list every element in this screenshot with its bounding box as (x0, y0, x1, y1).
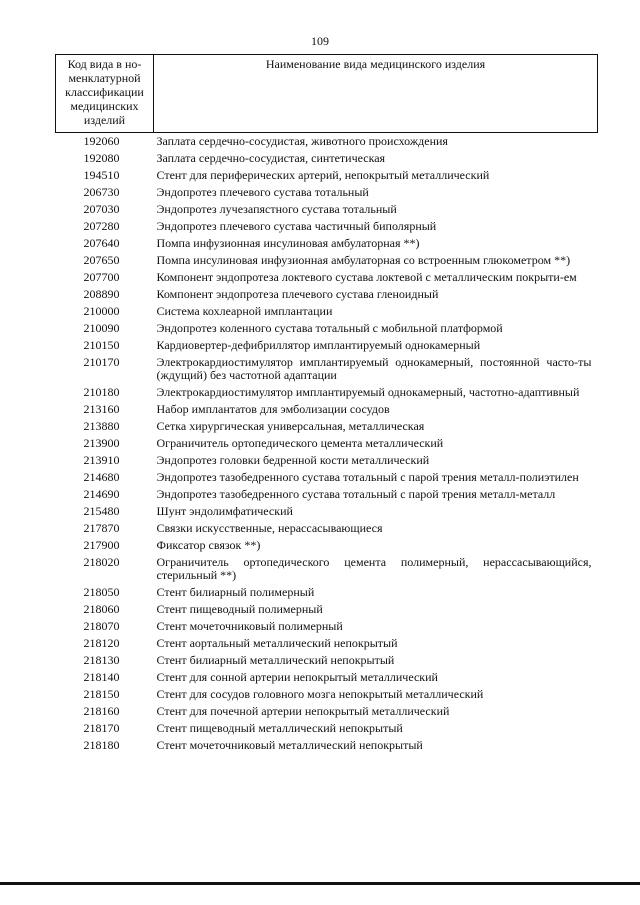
device-name: Система кохлеарной имплантации (156, 304, 333, 318)
table-row (56, 469, 598, 486)
device-name: Ограничитель ортопедического цемента полимерный, нерассасывающийся, стерильный **) (156, 555, 592, 582)
device-code: 218140 (83, 670, 120, 684)
device-code: 218020 (83, 555, 120, 569)
device-code: 210170 (83, 355, 120, 369)
table-row (56, 452, 598, 469)
device-name: Фиксатор связок **) (156, 538, 261, 552)
device-code: 207650 (83, 253, 120, 267)
bottom-rule (0, 882, 640, 885)
table-row (56, 618, 598, 635)
device-code: 218060 (83, 602, 120, 616)
table-row (56, 737, 598, 754)
device-name: Связки искусственные, нерассасывающиеся (156, 521, 383, 535)
table-row (56, 286, 598, 303)
device-code: 218170 (83, 721, 120, 735)
table-row (56, 635, 598, 652)
table-row (56, 720, 598, 737)
device-code: 214690 (83, 487, 120, 501)
device-name: Стент пищеводный металлический непокрытый (156, 721, 403, 735)
device-name: Эндопротез плечевого сустава частичный биполярный (156, 219, 437, 233)
header-code-column: Код вида в но-менклатурной классификации медицинских изделий (56, 55, 154, 133)
table-row (56, 435, 598, 452)
device-code: 218120 (83, 636, 120, 650)
table-row (56, 669, 598, 686)
table-row (56, 218, 598, 235)
device-code: 213910 (83, 453, 120, 467)
device-code: 218130 (83, 653, 120, 667)
table-row (56, 601, 598, 618)
device-code: 206730 (83, 185, 120, 199)
device-code: 218160 (83, 704, 120, 718)
device-name: Стент мочеточниковый полимерный (156, 619, 343, 633)
device-name: Эндопротез тазобедренного сустава тотальный с парой трения металл-полиэтилен (156, 470, 579, 484)
table-row (56, 554, 598, 584)
device-name: Стент для сонной артерии непокрытый металлический (156, 670, 438, 684)
table-row (56, 354, 598, 384)
device-code: 210000 (83, 304, 120, 318)
device-code: 210180 (83, 385, 120, 399)
device-code: 213900 (83, 436, 120, 450)
device-code: 207640 (83, 236, 120, 250)
device-name: Стент для периферических артерий, непокрытый металлический (156, 168, 490, 182)
table-row (56, 337, 598, 354)
device-code: 208890 (83, 287, 120, 301)
device-name: Стент билиарный полимерный (156, 585, 315, 599)
device-name: Стент аортальный металлический непокрытый (156, 636, 398, 650)
table-row (56, 201, 598, 218)
device-code: 194510 (83, 168, 120, 182)
device-code: 210090 (83, 321, 120, 335)
device-name: Заплата сердечно-сосудистая, животного происхождения (156, 134, 448, 148)
table-row (56, 703, 598, 720)
table-row (56, 133, 598, 151)
table-row (56, 652, 598, 669)
table-row (56, 320, 598, 337)
device-name: Стент мочеточниковый металлический непокрытый (156, 738, 423, 752)
device-code: 213160 (83, 402, 120, 416)
device-name: Сетка хирургическая универсальная, металлическая (156, 419, 425, 433)
table-row (56, 401, 598, 418)
device-name: Заплата сердечно-сосудистая, синтетическая (156, 151, 386, 165)
device-name: Компонент эндопротеза плечевого сустава гленоидный (156, 287, 439, 301)
device-code: 207280 (83, 219, 120, 233)
table-row (56, 486, 598, 503)
table-row (56, 150, 598, 167)
device-code: 218050 (83, 585, 120, 599)
device-name: Эндопротез лучезапястного сустава тотальный (156, 202, 397, 216)
table-row (56, 384, 598, 401)
device-name: Стент пищеводный полимерный (156, 602, 323, 616)
table-row (56, 252, 598, 269)
device-code: 218070 (83, 619, 120, 633)
device-name: Эндопротез тазобедренного сустава тотальный с парой трения металл-металл (156, 487, 556, 501)
device-code: 214680 (83, 470, 120, 484)
table-header-row (56, 55, 598, 133)
table-row (56, 269, 598, 286)
page-number: 109 (311, 34, 329, 48)
device-registry-table (55, 54, 598, 754)
device-name: Эндопротез коленного сустава тотальный с мобильной платформой (156, 321, 503, 335)
device-name: Ограничитель ортопедического цемента металлический (156, 436, 444, 450)
device-code: 207030 (83, 202, 120, 216)
table-row (56, 537, 598, 554)
table-row (56, 303, 598, 320)
device-name: Компонент эндопротеза локтевого сустава локтевой с металлическим покрыти-ем (156, 270, 577, 284)
device-code: 218180 (83, 738, 120, 752)
device-name: Стент для почечной артерии непокрытый металлический (156, 704, 450, 718)
device-name: Электрокардиостимулятор имплантируемый однокамерный, постоянной часто-ты (ждущий) без частотной адаптации (156, 355, 592, 382)
device-code: 218150 (83, 687, 120, 701)
table-row (56, 520, 598, 537)
device-code: 207700 (83, 270, 120, 284)
device-code: 215480 (83, 504, 120, 518)
table-row (56, 235, 598, 252)
device-name: Кардиовертер-дефибриллятор имплантируемый однокамерный (156, 338, 481, 352)
table-row (56, 686, 598, 703)
device-name: Стент для сосудов головного мозга непокрытый металлический (156, 687, 484, 701)
device-code: 192080 (83, 151, 120, 165)
device-name: Помпа инфузионная инсулиновая амбулаторная **) (156, 236, 420, 250)
device-name: Эндопротез головки бедренной кости металлический (156, 453, 430, 467)
table-row (56, 418, 598, 435)
device-code: 192060 (83, 134, 120, 148)
device-name: Электрокардиостимулятор имплантируемый однокамерный, частотно-адаптивный (156, 385, 580, 399)
header-name-column: Наименование вида медицинского изделия (154, 55, 598, 133)
table-body (56, 133, 598, 755)
device-name: Эндопротез плечевого сустава тотальный (156, 185, 369, 199)
device-code: 217900 (83, 538, 120, 552)
device-code: 210150 (83, 338, 120, 352)
device-name: Помпа инсулиновая инфузионная амбулаторная со встроенным глюкометром **) (156, 253, 571, 267)
device-name: Стент билиарный металлический непокрытый (156, 653, 395, 667)
table-row (56, 167, 598, 184)
device-name: Шунт эндолимфатический (156, 504, 293, 518)
table-row (56, 503, 598, 520)
device-name: Набор имплантатов для эмболизации сосудов (156, 402, 390, 416)
device-code: 217870 (83, 521, 120, 535)
table-row (56, 584, 598, 601)
table-row (56, 184, 598, 201)
device-code: 213880 (83, 419, 120, 433)
